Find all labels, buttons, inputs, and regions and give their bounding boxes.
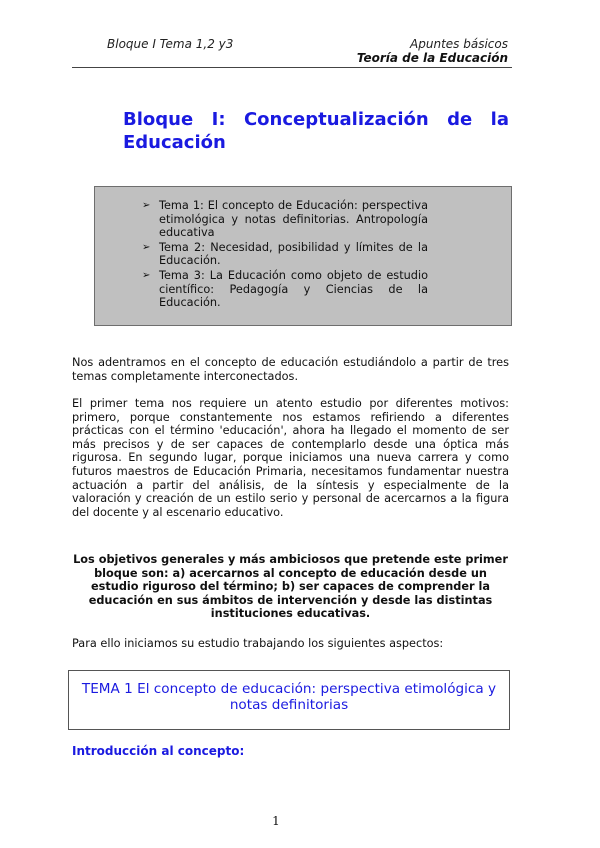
topic-text: Tema 1: El concepto de Educación: perspectiva etimológica y notas definitorias. Antropología educativa bbox=[159, 199, 428, 240]
arrow-bullet-icon: ➢ bbox=[142, 241, 151, 253]
arrow-bullet-icon: ➢ bbox=[142, 269, 151, 281]
header-right-line1: Apuntes básicos bbox=[410, 37, 508, 51]
first-topic-paragraph: El primer tema nos requiere un atento estudio por diferentes motivos: primero, porque constantemente nos estamos refiriendo a diferentes prácticas con el término 'educación', ahora ha llegado el momento de ser más precisos y de ser capaces de contemplarlo desde una óptica más rigurosa. En segundo lugar, porque iniciamos una nueva carrera y como futuros maestros de Educación Primaria, necesitamos fundamentar nuestra actuación a partir del análisis, de la síntesis y especialmente de la valoración y creación de un estilo serio y personal de acercarnos a la figura del docente y al escenario educativo. bbox=[72, 397, 509, 519]
topic-item bbox=[140, 199, 428, 240]
objectives-paragraph: Los objetivos generales y más ambiciosos que pretende este primer bloque son: a) acercarnos al concepto de educación desde un estudio riguroso del término; b) ser capaces de comprender la educación en sus ámbitos de intervención y desde las distintas instituciones educativas. bbox=[73, 553, 508, 621]
arrow-bullet-icon: ➢ bbox=[142, 200, 151, 211]
header-right-line2: Teoría de la Educación bbox=[356, 51, 508, 65]
intro-paragraph: Nos adentramos en el concepto de educación estudiándolo a partir de tres temas completamente interconectados. bbox=[72, 356, 509, 383]
topic-text: Tema 3: La Educación como objeto de estudio científico: Pedagogía y Ciencias de la Educación. bbox=[159, 268, 428, 310]
topic-text: Tema 2: Necesidad, posibilidad y límites de la Educación. bbox=[159, 240, 428, 268]
section-heading: Introducción al concepto: bbox=[72, 744, 245, 758]
header-divider bbox=[72, 67, 512, 68]
tema-heading: TEMA 1 El concepto de educación: perspectiva etimológica y notas definitorias bbox=[81, 681, 497, 713]
page-title: Bloque I: Conceptualización de la Educación bbox=[123, 109, 509, 153]
header-left: Bloque I Tema 1,2 y3 bbox=[107, 37, 234, 51]
topic-item bbox=[140, 269, 428, 310]
aspects-paragraph: Para ello iniciamos su estudio trabajando los siguientes aspectos: bbox=[72, 637, 444, 650]
topics-list bbox=[140, 199, 428, 311]
page-number: 1 bbox=[272, 814, 280, 828]
topic-item bbox=[140, 241, 428, 268]
